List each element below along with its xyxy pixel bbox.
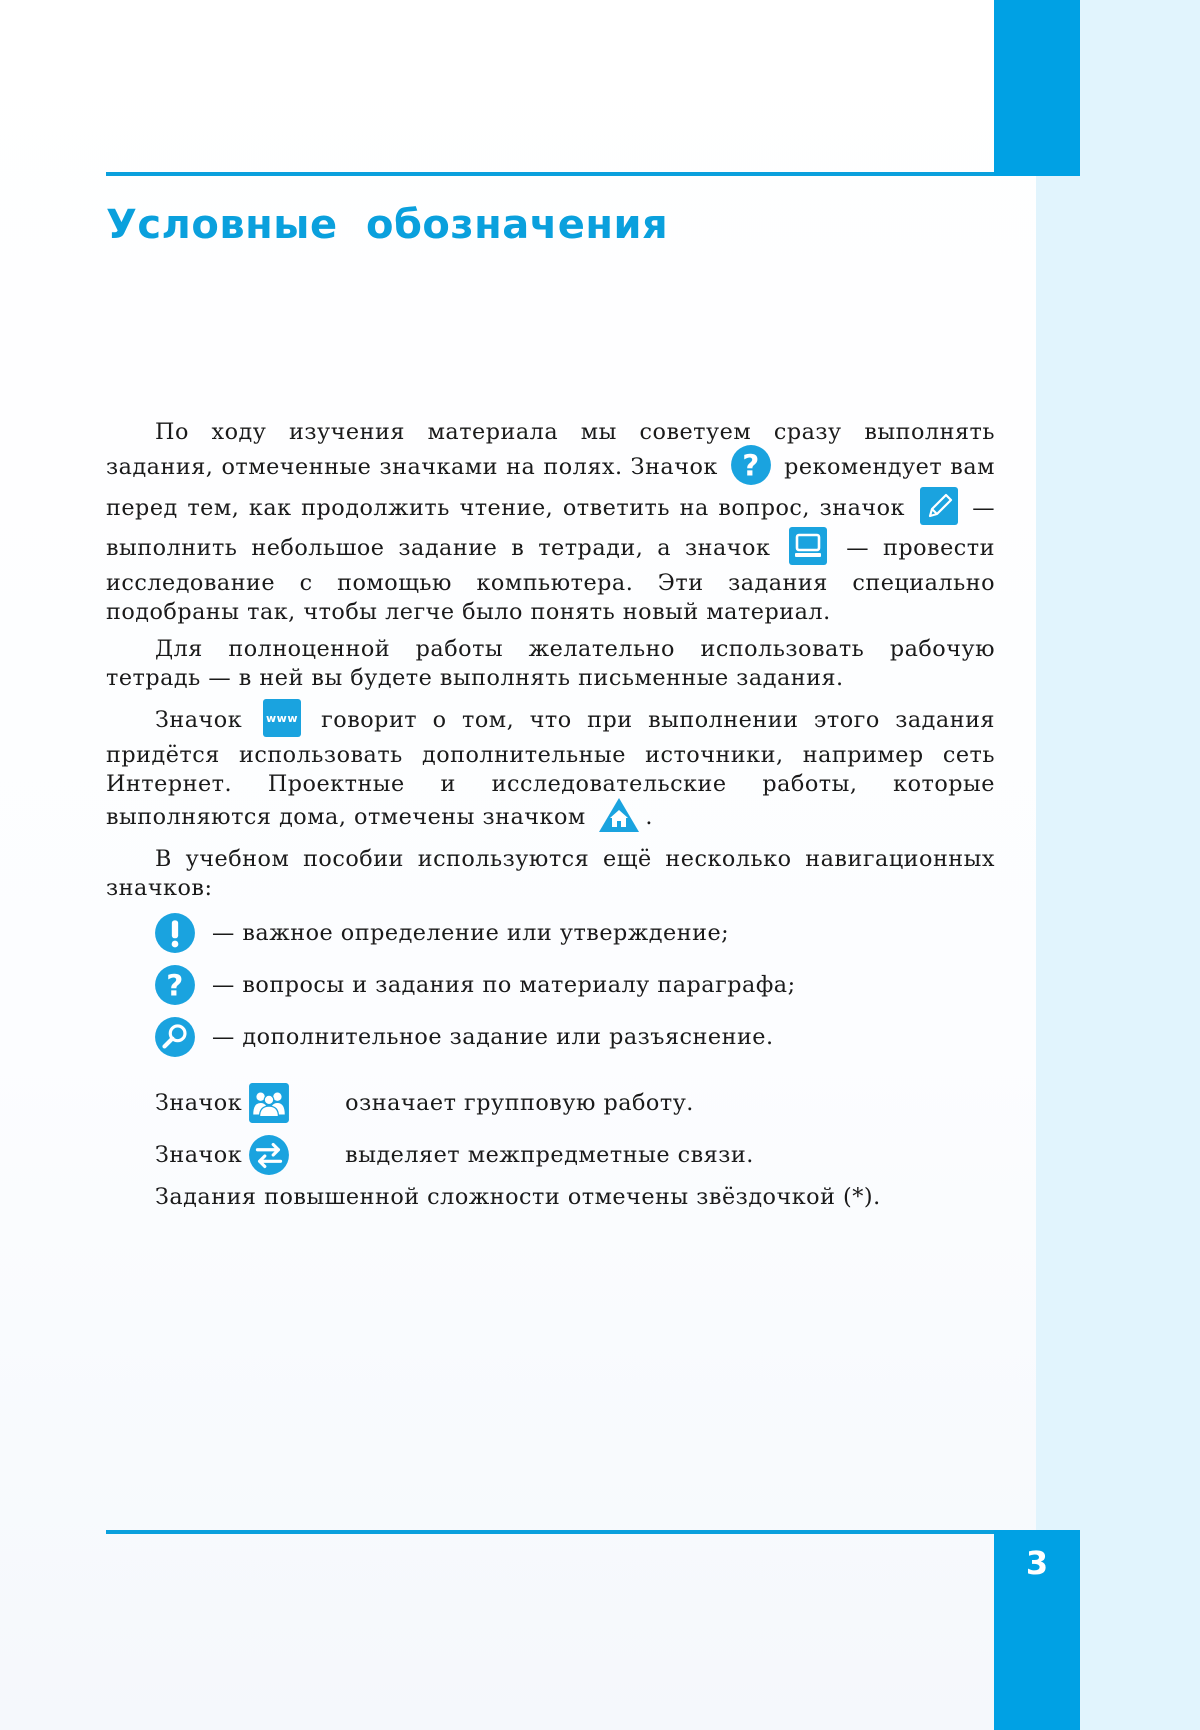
www-icon-label: www [265,712,298,725]
pencil-icon [919,486,959,526]
p1-text-d: — провести исследование с помощью компьютера. Эти задания специально подобраны так, чтобы легче было понять новый материал. [106,535,995,625]
margin-strip [1036,0,1200,1730]
legend-list [106,907,995,1063]
crosslink-line-text-b: выделяет межпредметные связи. [345,1141,754,1168]
page-title: Условные обозначения [106,202,669,248]
p1-text-a: По ходу изучения материала мы советуем сразу выполнять задания, отмеченные значками на полях. Значок [106,419,995,480]
exclamation-icon [154,912,196,954]
group-line [106,1077,995,1129]
top-rule [106,172,994,176]
p3-text-a: Значок [155,707,243,733]
legend-item [106,959,995,1011]
crosslink-line-text-a: Значок [155,1141,243,1168]
body-text [106,418,995,1212]
question-icon [730,444,772,486]
bottom-rule [106,1530,994,1534]
group-line-text-a: Значок [155,1089,243,1116]
top-tab-marker [994,0,1080,176]
crosslink-line [106,1129,995,1181]
p3-text-b: говорит о том, что при выполнении этого задания придётся использовать дополнительные источники, например сеть Интернет. Проектные и исследовательские работы, которые выполняются дома, отмечены значком [106,707,995,830]
question-icon [154,964,196,1006]
p3-text-c: . [645,804,653,830]
paragraph-4: В учебном пособии используются ещё несколько навигационных значков: [106,846,995,901]
paragraph-2: Для полноценной работы желательно использовать рабочую тетрадь — в ней вы будете выполнять письменные задания. [106,636,995,691]
group-line-text-b: означает групповую работу. [345,1089,694,1116]
svg-text:?: ? [742,448,760,483]
legend-item-text: — важное определение или утверждение; [212,919,730,946]
paragraph-3 [106,701,995,837]
p1-text-c: — выполнить небольшое задание в тетради, а значок [106,495,996,561]
magnifier-icon [154,1016,196,1058]
page-number: 3 [1025,1544,1049,1582]
legend-item [106,1011,995,1063]
legend-item-text: — дополнительное задание или разъяснение. [212,1023,774,1050]
paragraph-1 [106,418,995,627]
star-note: Задания повышенной сложности отмечены звёздочкой (*). [155,1184,881,1210]
legend-item-text: — вопросы и задания по материалу параграфа; [212,971,796,998]
legend-item [106,907,995,959]
group-icon [248,1082,290,1124]
computer-icon [788,526,828,566]
www-icon [262,698,302,738]
svg-text:?: ? [166,968,184,1003]
p1-text-b: рекомендует вам перед тем, как продолжить чтение, ответить на вопрос, значок [106,454,995,521]
home-icon [597,796,641,834]
arrows-swap-icon [248,1134,290,1176]
